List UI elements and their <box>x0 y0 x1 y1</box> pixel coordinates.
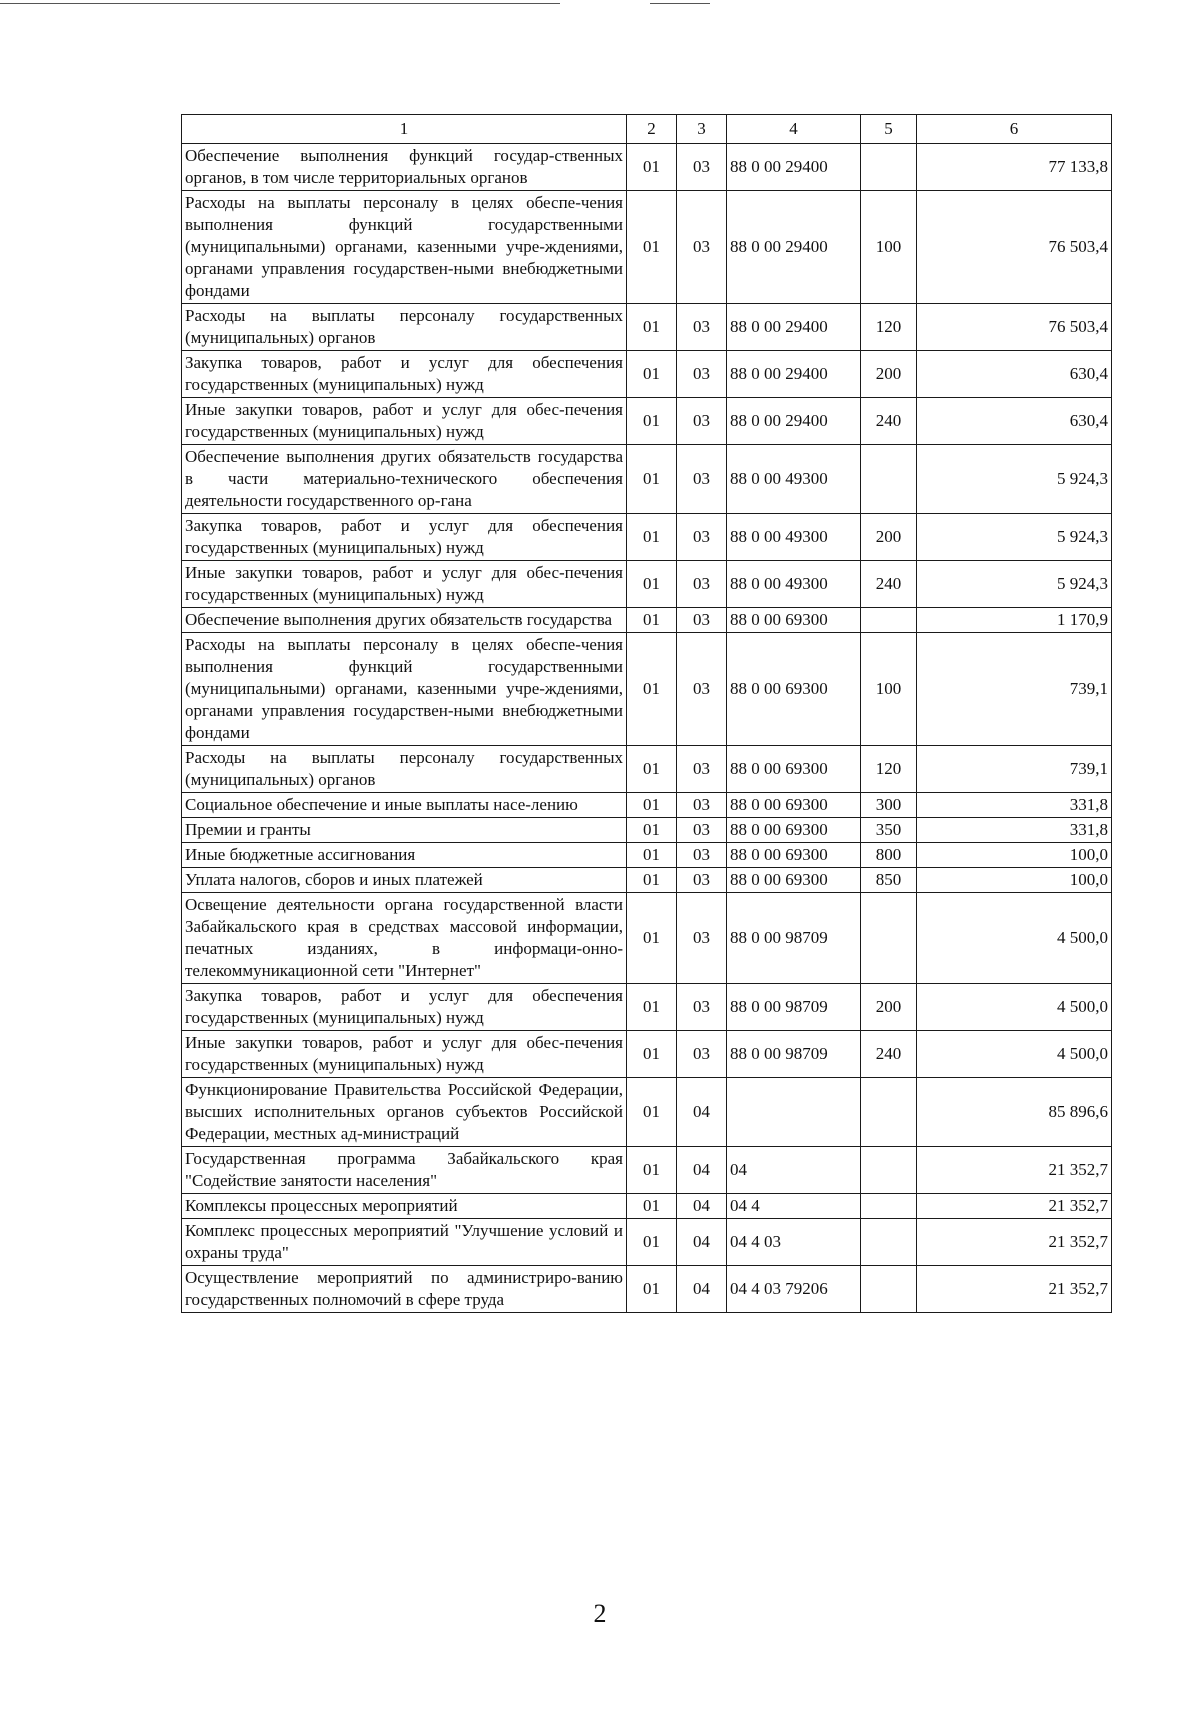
cell-expense-type <box>861 1078 917 1147</box>
table-row <box>182 144 1112 191</box>
cell-target-article: 88 0 00 69300 <box>727 793 861 818</box>
cell-target-article: 04 <box>727 1147 861 1194</box>
header-col-5: 5 <box>861 115 917 144</box>
table-row <box>182 1147 1112 1194</box>
cell-amount: 76 503,4 <box>917 304 1112 351</box>
cell-target-article: 88 0 00 29400 <box>727 191 861 304</box>
cell-section: 01 <box>627 304 677 351</box>
cell-description: Осуществление мероприятий по администриро-ванию государственных полномочий в сфере труда <box>182 1266 627 1313</box>
cell-subsection: 03 <box>677 793 727 818</box>
table-row <box>182 818 1112 843</box>
cell-expense-type: 240 <box>861 561 917 608</box>
table-row <box>182 893 1112 984</box>
cell-amount: 5 924,3 <box>917 561 1112 608</box>
cell-description: Расходы на выплаты персоналу государственных (муниципальных) органов <box>182 746 627 793</box>
header-col-4: 4 <box>727 115 861 144</box>
cell-subsection: 03 <box>677 398 727 445</box>
cell-section: 01 <box>627 445 677 514</box>
cell-expense-type <box>861 1219 917 1266</box>
cell-amount: 331,8 <box>917 818 1112 843</box>
cell-target-article: 04 4 <box>727 1194 861 1219</box>
cell-description: Уплата налогов, сборов и иных платежей <box>182 868 627 893</box>
cell-amount: 100,0 <box>917 868 1112 893</box>
cell-target-article <box>727 1078 861 1147</box>
cell-target-article: 88 0 00 69300 <box>727 633 861 746</box>
cell-description: Иные закупки товаров, работ и услуг для обес-печения государственных (муниципальных) нужд <box>182 561 627 608</box>
cell-target-article: 88 0 00 98709 <box>727 984 861 1031</box>
cell-target-article: 88 0 00 49300 <box>727 514 861 561</box>
cell-expense-type <box>861 1266 917 1313</box>
cell-target-article: 88 0 00 98709 <box>727 893 861 984</box>
cell-subsection: 03 <box>677 561 727 608</box>
cell-section: 01 <box>627 818 677 843</box>
cell-section: 01 <box>627 1031 677 1078</box>
cell-amount: 739,1 <box>917 633 1112 746</box>
cell-section: 01 <box>627 561 677 608</box>
table-row <box>182 1219 1112 1266</box>
scan-edge-line <box>0 3 560 4</box>
cell-description: Закупка товаров, работ и услуг для обеспечения государственных (муниципальных) нужд <box>182 984 627 1031</box>
cell-amount: 1 170,9 <box>917 608 1112 633</box>
cell-subsection: 03 <box>677 893 727 984</box>
table-row <box>182 514 1112 561</box>
header-col-6: 6 <box>917 115 1112 144</box>
cell-subsection: 04 <box>677 1219 727 1266</box>
table-row <box>182 398 1112 445</box>
cell-expense-type: 200 <box>861 514 917 561</box>
cell-subsection: 03 <box>677 868 727 893</box>
cell-section: 01 <box>627 351 677 398</box>
cell-section: 01 <box>627 793 677 818</box>
table-row <box>182 608 1112 633</box>
cell-target-article: 88 0 00 69300 <box>727 843 861 868</box>
table-row <box>182 1031 1112 1078</box>
cell-expense-type <box>861 893 917 984</box>
cell-expense-type: 800 <box>861 843 917 868</box>
cell-description: Обеспечение выполнения функций государ-ственных органов, в том числе территориальных органов <box>182 144 627 191</box>
cell-subsection: 03 <box>677 514 727 561</box>
cell-description: Расходы на выплаты персоналу государственных (муниципальных) органов <box>182 304 627 351</box>
cell-section: 01 <box>627 843 677 868</box>
cell-description: Расходы на выплаты персоналу в целях обеспе-чения выполнения функций государственными (муниципальными) органами, казенными учре-ждениями, органами управления государствен-ными внебюджетными фондами <box>182 633 627 746</box>
cell-section: 01 <box>627 191 677 304</box>
cell-target-article: 88 0 00 69300 <box>727 608 861 633</box>
cell-expense-type: 100 <box>861 633 917 746</box>
cell-section: 01 <box>627 398 677 445</box>
cell-section: 01 <box>627 514 677 561</box>
cell-subsection: 03 <box>677 191 727 304</box>
cell-amount: 5 924,3 <box>917 514 1112 561</box>
cell-subsection: 03 <box>677 351 727 398</box>
cell-subsection: 03 <box>677 984 727 1031</box>
cell-amount: 739,1 <box>917 746 1112 793</box>
cell-description: Социальное обеспечение и иные выплаты насе-лению <box>182 793 627 818</box>
cell-expense-type: 200 <box>861 984 917 1031</box>
table-row <box>182 1266 1112 1313</box>
cell-expense-type <box>861 1147 917 1194</box>
cell-subsection: 03 <box>677 843 727 868</box>
cell-expense-type: 240 <box>861 1031 917 1078</box>
cell-amount: 21 352,7 <box>917 1147 1112 1194</box>
cell-target-article: 88 0 00 49300 <box>727 561 861 608</box>
cell-amount: 85 896,6 <box>917 1078 1112 1147</box>
cell-expense-type <box>861 144 917 191</box>
cell-target-article: 88 0 00 49300 <box>727 445 861 514</box>
cell-expense-type: 100 <box>861 191 917 304</box>
cell-amount: 4 500,0 <box>917 984 1112 1031</box>
table-row <box>182 984 1112 1031</box>
table-row <box>182 304 1112 351</box>
cell-description: Закупка товаров, работ и услуг для обеспечения государственных (муниципальных) нужд <box>182 514 627 561</box>
cell-subsection: 03 <box>677 818 727 843</box>
table-row <box>182 793 1112 818</box>
cell-section: 01 <box>627 1147 677 1194</box>
cell-subsection: 03 <box>677 445 727 514</box>
cell-amount: 4 500,0 <box>917 893 1112 984</box>
cell-amount: 4 500,0 <box>917 1031 1112 1078</box>
table-row <box>182 633 1112 746</box>
cell-expense-type <box>861 1194 917 1219</box>
cell-expense-type: 300 <box>861 793 917 818</box>
scan-edge-line <box>650 3 710 4</box>
cell-subsection: 03 <box>677 1031 727 1078</box>
cell-subsection: 03 <box>677 304 727 351</box>
cell-amount: 630,4 <box>917 398 1112 445</box>
cell-description: Расходы на выплаты персоналу в целях обеспе-чения выполнения функций государственными (муниципальными) органами, казенными учре-ждениями, органами управления государствен-ными внебюджетными фондами <box>182 191 627 304</box>
cell-subsection: 03 <box>677 144 727 191</box>
cell-description: Иные закупки товаров, работ и услуг для обес-печения государственных (муниципальных) нужд <box>182 1031 627 1078</box>
cell-description: Премии и гранты <box>182 818 627 843</box>
cell-description: Обеспечение выполнения других обязательств государства <box>182 608 627 633</box>
cell-section: 01 <box>627 608 677 633</box>
cell-target-article: 88 0 00 69300 <box>727 746 861 793</box>
table-header-row <box>182 115 1112 144</box>
cell-amount: 100,0 <box>917 843 1112 868</box>
cell-amount: 5 924,3 <box>917 445 1112 514</box>
cell-amount: 331,8 <box>917 793 1112 818</box>
cell-amount: 76 503,4 <box>917 191 1112 304</box>
page-number: 2 <box>593 1599 607 1628</box>
cell-amount: 630,4 <box>917 351 1112 398</box>
table-row <box>182 1194 1112 1219</box>
cell-section: 01 <box>627 633 677 746</box>
cell-section: 01 <box>627 144 677 191</box>
cell-amount: 21 352,7 <box>917 1266 1112 1313</box>
cell-subsection: 03 <box>677 633 727 746</box>
table-row <box>182 191 1112 304</box>
cell-description: Иные бюджетные ассигнования <box>182 843 627 868</box>
cell-expense-type: 240 <box>861 398 917 445</box>
cell-target-article: 88 0 00 98709 <box>727 1031 861 1078</box>
table-row <box>182 843 1112 868</box>
cell-section: 01 <box>627 984 677 1031</box>
cell-target-article: 88 0 00 29400 <box>727 398 861 445</box>
cell-expense-type: 120 <box>861 746 917 793</box>
table-row <box>182 561 1112 608</box>
table-row <box>182 351 1112 398</box>
cell-expense-type: 850 <box>861 868 917 893</box>
cell-description: Освещение деятельности органа государственной власти Забайкальского края в средствах массовой информации, печатных изданиях, в информаци-онно-телекоммуникационной сети "Интернет" <box>182 893 627 984</box>
cell-target-article: 88 0 00 69300 <box>727 868 861 893</box>
cell-section: 01 <box>627 868 677 893</box>
cell-expense-type <box>861 445 917 514</box>
cell-subsection: 03 <box>677 608 727 633</box>
table-row <box>182 868 1112 893</box>
cell-expense-type: 350 <box>861 818 917 843</box>
cell-expense-type <box>861 608 917 633</box>
cell-section: 01 <box>627 893 677 984</box>
cell-expense-type: 200 <box>861 351 917 398</box>
cell-amount: 21 352,7 <box>917 1194 1112 1219</box>
cell-description: Комплекс процессных мероприятий "Улучшение условий и охраны труда" <box>182 1219 627 1266</box>
cell-subsection: 04 <box>677 1078 727 1147</box>
cell-target-article: 88 0 00 29400 <box>727 351 861 398</box>
cell-subsection: 04 <box>677 1194 727 1219</box>
budget-table <box>181 114 1112 1313</box>
table-row <box>182 746 1112 793</box>
cell-target-article: 88 0 00 29400 <box>727 144 861 191</box>
header-col-1: 1 <box>182 115 627 144</box>
cell-section: 01 <box>627 1194 677 1219</box>
cell-target-article: 04 4 03 79206 <box>727 1266 861 1313</box>
cell-section: 01 <box>627 1266 677 1313</box>
cell-description: Иные закупки товаров, работ и услуг для обес-печения государственных (муниципальных) нужд <box>182 398 627 445</box>
header-col-3: 3 <box>677 115 727 144</box>
cell-description: Закупка товаров, работ и услуг для обеспечения государственных (муниципальных) нужд <box>182 351 627 398</box>
cell-section: 01 <box>627 1219 677 1266</box>
cell-amount: 77 133,8 <box>917 144 1112 191</box>
cell-section: 01 <box>627 1078 677 1147</box>
header-col-2: 2 <box>627 115 677 144</box>
cell-description: Функционирование Правительства Российской Федерации, высших исполнительных органов субъектов Российской Федерации, местных ад-министраций <box>182 1078 627 1147</box>
cell-target-article: 88 0 00 69300 <box>727 818 861 843</box>
cell-subsection: 04 <box>677 1266 727 1313</box>
table-row <box>182 445 1112 514</box>
cell-description: Комплексы процессных мероприятий <box>182 1194 627 1219</box>
cell-description: Государственная программа Забайкальского края "Содействие занятости населения" <box>182 1147 627 1194</box>
cell-subsection: 04 <box>677 1147 727 1194</box>
cell-section: 01 <box>627 746 677 793</box>
cell-target-article: 04 4 03 <box>727 1219 861 1266</box>
cell-amount: 21 352,7 <box>917 1219 1112 1266</box>
cell-target-article: 88 0 00 29400 <box>727 304 861 351</box>
cell-subsection: 03 <box>677 746 727 793</box>
cell-description: Обеспечение выполнения других обязательств государства в части материально-технического обеспечения деятельности государственного ор-гана <box>182 445 627 514</box>
table-row <box>182 1078 1112 1147</box>
cell-expense-type: 120 <box>861 304 917 351</box>
